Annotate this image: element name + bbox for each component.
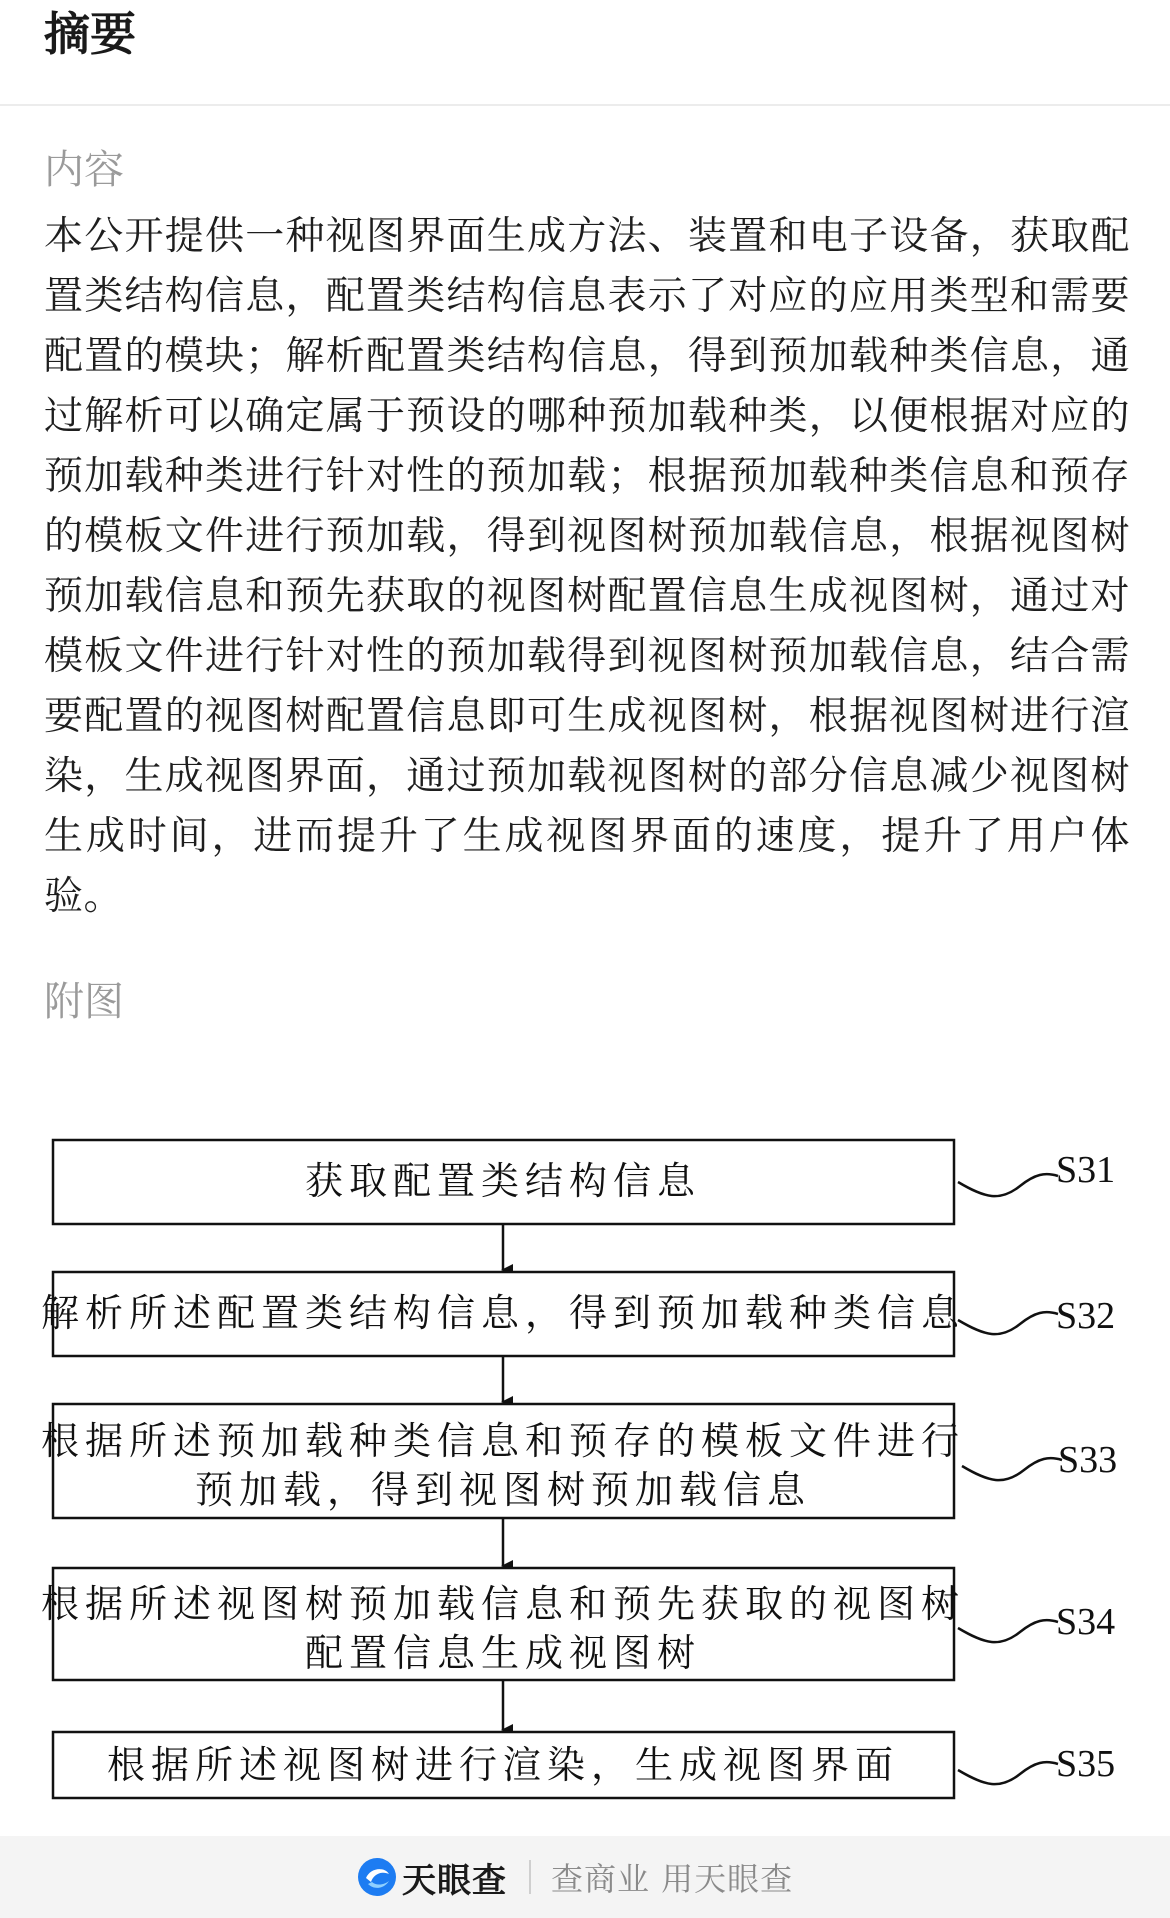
tianyancha-logo-icon bbox=[356, 1856, 398, 1898]
leader-line bbox=[958, 1762, 1058, 1784]
flow-step-tag: S35 bbox=[1056, 1743, 1116, 1785]
flow-step-s33 bbox=[41, 1404, 1117, 1518]
flow-step-tag: S31 bbox=[1056, 1149, 1116, 1191]
header bbox=[0, 0, 1170, 106]
brand-name: 天眼查 bbox=[402, 1860, 507, 1901]
brand-slogan: 查商业 用天眼查 bbox=[551, 1860, 794, 1898]
flow-step-text: 解析所述配置类结构信息，得到预加载种类信息 bbox=[40, 1291, 966, 1335]
leader-line bbox=[962, 1458, 1062, 1480]
flow-step-text: 预加载，得到视图树预加载信息 bbox=[194, 1468, 812, 1512]
figure-section-label: 附图 bbox=[44, 979, 124, 1025]
abstract-text: 本公开提供一种视图界面生成方法、装置和电子设备，获取配置类结构信息，配置类结构信息表示了对应的应用类型和需要配置的模块；解析配置类结构信息，得到预加载种类信息，通过解析可以确定属于预设的哪种预加载种类，以便根据对应的预加载种类进行针对性的预加载；根据预加载种类信息和预存的模板文件进行预加载，得到视图树预加载信息，根据视图树预加载信息和预先获取的视图树配置信息生成视图树，通过对模板文件进行针对性的预加载得到视图树预加载信息，结合需要配置的视图树配置信息即可生成视图树，根据视图树进行渲染，生成视图界面，通过预加载视图树的部分信息减少视图树生成时间，进而提升了生成视图界面的速度，提升了用户体验。 bbox=[44, 214, 1130, 919]
brand-divider bbox=[529, 1860, 531, 1894]
page-title: 摘要 bbox=[44, 7, 136, 61]
flow-step-text: 配置信息生成视图树 bbox=[304, 1631, 702, 1675]
content-section-label: 内容 bbox=[44, 147, 124, 193]
flow-step-text: 根据所述视图树预加载信息和预先获取的视图树 bbox=[40, 1582, 966, 1626]
flowchart-figure bbox=[0, 1120, 1170, 1820]
leader-line bbox=[958, 1312, 1058, 1334]
flow-step-tag: S34 bbox=[1056, 1601, 1116, 1643]
leader-line bbox=[958, 1174, 1058, 1196]
flow-step-text: 根据所述视图树进行渲染，生成视图界面 bbox=[106, 1743, 900, 1787]
flow-step-s31 bbox=[53, 1140, 1115, 1224]
brand-lockup[interactable] bbox=[356, 1850, 793, 1904]
flowchart-svg bbox=[0, 1120, 1170, 1820]
flow-step-s35 bbox=[53, 1732, 1115, 1798]
flow-step-text: 根据所述预加载种类信息和预存的模板文件进行 bbox=[40, 1419, 966, 1463]
flow-step-text: 获取配置类结构信息 bbox=[304, 1159, 702, 1203]
footer-banner[interactable] bbox=[0, 1836, 1170, 1918]
flow-step-tag: S32 bbox=[1056, 1295, 1116, 1337]
flow-step-s32 bbox=[41, 1272, 1115, 1356]
leader-line bbox=[958, 1620, 1058, 1642]
flow-step-tag: S33 bbox=[1058, 1439, 1118, 1481]
flow-step-s34 bbox=[41, 1568, 1115, 1680]
